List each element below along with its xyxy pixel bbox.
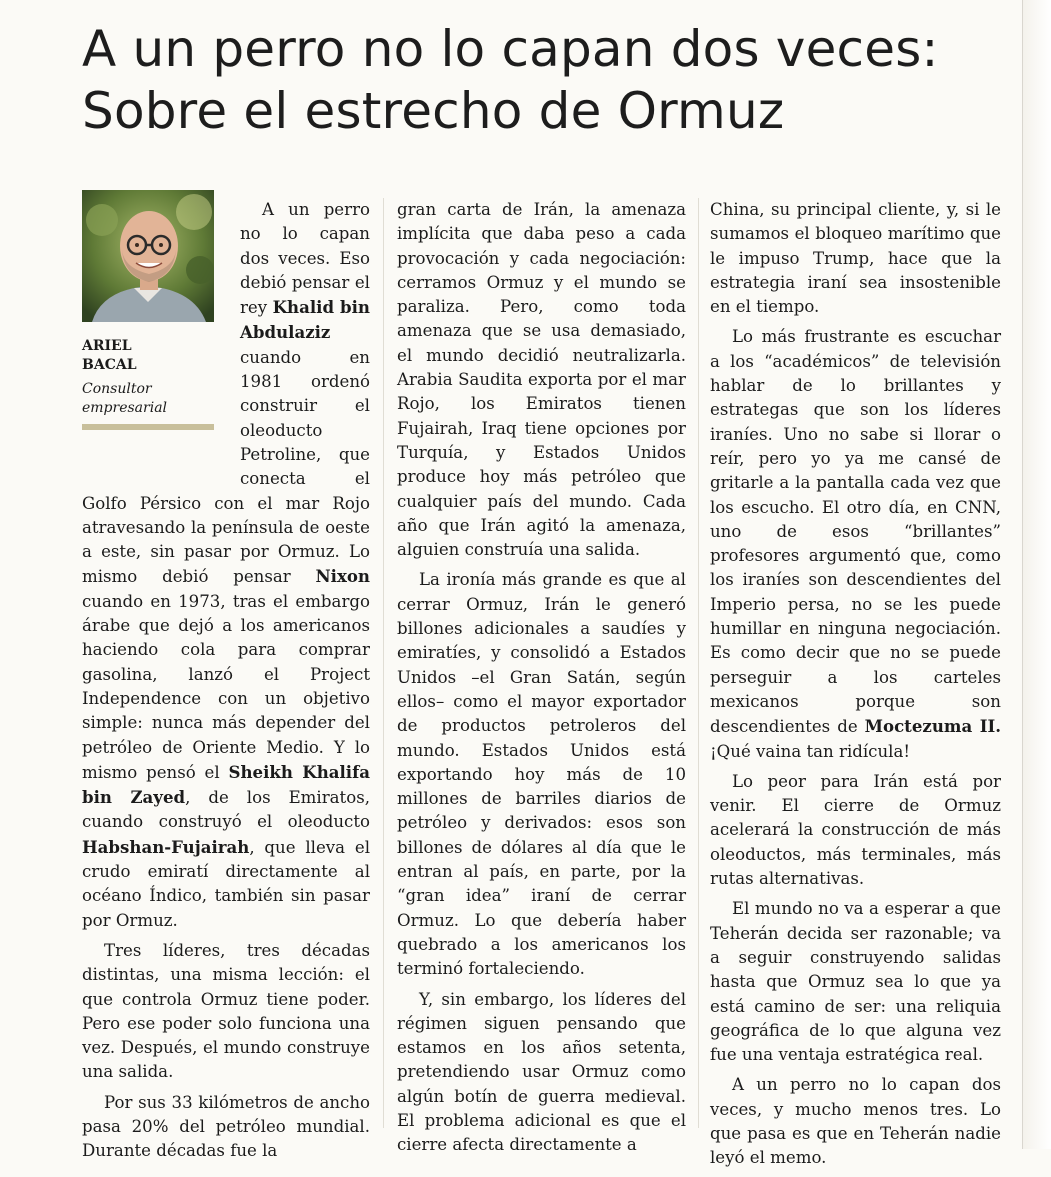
paragraph: Lo más frustrante es escuchar a los “académicos” de televisión hablar de lo brillantes y estrategas que son los líderes iraníes. Uno no sabe si llorar o reír, pero yo ya me cansé de gritarle a la pantalla cada vez que los escucho. El otro día, en CNN, uno de esos “brillantes” profesores argumentó que, como los iraníes son descendientes del Imperio persa, no se les puede humillar en ninguna negociación. Es como decir que no se puede perseguir a los carteles mexicanos porque son descendientes de Moctezuma II. ¡Qué vaina tan ridícula! — [710, 327, 1001, 761]
paragraph: Tres líderes, tres décadas distintas, una misma lección: el que controla Ormuz tiene poder. Pero ese poder solo funciona una vez. Después, el mundo construye una salida. — [82, 940, 370, 1082]
paragraph: A un perro no lo capan dos veces, y mucho menos tres. Lo que pasa es que en Teherán nadie leyó el memo. — [710, 1075, 1001, 1168]
paragraph: Por sus 33 kilómetros de ancho pasa 20% del petróleo mundial. Durante décadas fue la — [82, 1092, 370, 1161]
paragraph: Lo peor para Irán está por venir. El cierre de Ormuz acelerará la construcción de más oleoductos, más terminales, más rutas alternativas. — [710, 771, 1001, 889]
paragraph: El mundo no va a esperar a que Teherán decida ser razonable; va a seguir construyendo salidas hasta que Ormuz sea lo que ya está camino de ser: una reliquia geográfica de lo que alguna vez fue una ventaja estratégica real. — [710, 899, 1001, 1065]
column-divider — [698, 198, 699, 1128]
article-headline — [82, 18, 1012, 142]
author-name: ARIEL BACAL — [82, 338, 137, 373]
headline-line-2: Sobre el estrecho de Ormuz — [82, 82, 785, 140]
paragraph: A un perro no lo capan dos veces. Eso debió pensar el rey Khalid bin Abdulaziz cuando en 1981 ordenó construir el oleoducto Petroline, que conecta el Golfo Pérsico con el mar Rojo atravesando la península de oeste a este, sin pasar por Ormuz. Lo mismo debió pensar Nixon cuando en 1973, tras el embargo árabe que dejó a los americanos haciendo cola para comprar gasolina, lanzó el Project Independence con un objetivo simple: nunca más depender del petróleo de Oriente Medio. Y lo mismo pensó el Sheikh Khalifa bin Zayed, de los Emiratos, cuando construyó el oleoducto Habshan-Fujairah, que lleva el crudo emiratí directamente al océano Índico, también sin pasar por Ormuz. — [82, 200, 371, 930]
author-role: Consultor empresarial — [82, 381, 168, 416]
page-edge — [1022, 0, 1051, 1149]
paragraph: China, su principal cliente, y, si le sumamos el bloqueo marítimo que le impuso Trump, hace que la estrategia iraní sea insostenible en el tiempo. — [710, 200, 1001, 317]
article-column-3 — [710, 198, 1001, 1177]
byline-space — [82, 198, 240, 485]
article-column-2 — [397, 198, 686, 1164]
paragraph: gran carta de Irán, la amenaza implícita que daba peso a cada provocación y cada negociación: cerramos Ormuz y el mundo se paraliza. Pero, como toda amenaza que se usa demasiado, el mundo decidió neutralizarla. Arabia Saudita exporta por el mar Rojo, los Emiratos tienen Fujairah, Iraq tiene opciones por Turquía, y Estados Unidos produce hoy más petróleo que cualquier país del mundo. Cada año que Irán agitó la amenaza, alguien construía una salida. — [397, 200, 686, 560]
paragraph: Y, sin embargo, los líderes del régimen siguen pensando que estamos en los años setenta, pretendiendo usar Ormuz como algún botín de guerra medieval. El problema adicional es que el cierre afecta directamente a — [397, 989, 686, 1155]
column-divider — [383, 198, 384, 1128]
headline-line-1: A un perro no lo capan dos veces: — [82, 20, 939, 78]
paragraph: La ironía más grande es que al cerrar Ormuz, Irán le generó billones adicionales a saudíes y emiratíes, y consolidó a Estados Unidos –el Gran Satán, según ellos– como el mayor exportador de productos petroleros del mundo. Estados Unidos está exportando hoy más de 10 millones de barriles diarios de petróleo y derivados: esos son billones de dólares al día que le entran al país, en parte, por la “gran idea” iraní de cerrar Ormuz. Lo que debería haber quebrado a los americanos los terminó fortaleciendo. — [397, 570, 686, 979]
article-column-1 — [82, 198, 370, 1170]
